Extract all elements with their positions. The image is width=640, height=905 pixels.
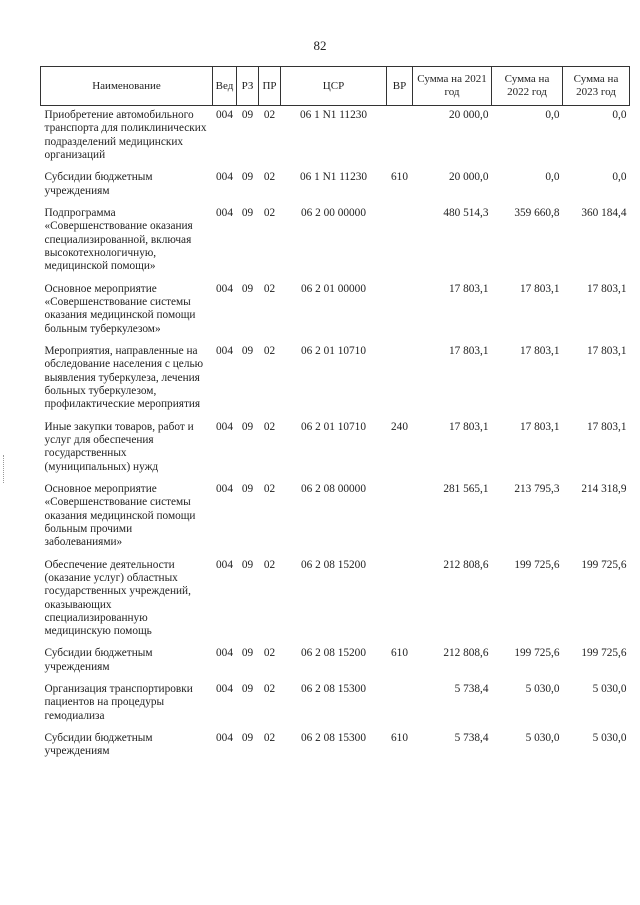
- cell-csr: 06 2 01 10710: [301, 344, 366, 357]
- cell-pr: 02: [263, 344, 276, 357]
- cell-sum-2023: 17 803,1: [586, 420, 627, 433]
- cell-pr: 02: [263, 683, 276, 696]
- cell-sum-2021: 17 803,1: [448, 344, 489, 357]
- cell-ved: 004: [216, 344, 233, 357]
- cell-vr: [387, 680, 413, 729]
- cell-name: Основное мероприятие «Совершенствование системы оказания медицинской помощи больным туберкулезом»: [44, 282, 196, 335]
- cell-csr: 06 2 01 00000: [301, 282, 366, 295]
- cell-sum-2022: 0,0: [545, 109, 560, 121]
- cell-rz: 09: [241, 420, 254, 433]
- cell-vr: 610: [391, 647, 408, 660]
- cell-sum-2023: 199 725,6: [581, 647, 627, 660]
- cell-name: Приобретение автомобильного транспорта для поликлинических подразделений медицинских организаций: [44, 109, 207, 161]
- cell-sum-2022: 199 725,6: [514, 647, 560, 660]
- cell-sum-2022: 213 795,3: [514, 482, 560, 495]
- cell-csr: 06 2 08 00000: [301, 482, 366, 495]
- cell-sum-2021: 20 000,0: [448, 171, 489, 184]
- scan-edge-mark: [3, 455, 6, 483]
- header-ved: Вед: [213, 67, 237, 106]
- cell-csr: 06 2 08 15300: [301, 732, 366, 745]
- table-row: [41, 680, 630, 729]
- cell-pr: 02: [263, 558, 276, 571]
- table-row: [41, 644, 630, 680]
- cell-csr: 06 2 01 10710: [301, 420, 366, 433]
- cell-vr: [387, 106, 413, 169]
- cell-pr: 02: [263, 647, 276, 660]
- header-sum-2021: Сумма на 2021 год: [413, 67, 492, 106]
- cell-ved: 004: [216, 732, 233, 745]
- cell-sum-2022: 17 803,1: [519, 344, 560, 357]
- cell-sum-2022: 5 030,0: [525, 732, 560, 745]
- cell-sum-2023: 0,0: [612, 109, 627, 121]
- cell-sum-2023: 199 725,6: [581, 558, 627, 571]
- cell-vr: 610: [391, 171, 408, 184]
- budget-table: [40, 66, 630, 765]
- cell-sum-2021: 212 808,6: [443, 558, 489, 571]
- cell-rz: 09: [241, 109, 254, 121]
- cell-rz: 09: [241, 171, 254, 184]
- cell-sum-2022: 0,0: [545, 171, 560, 184]
- cell-ved: 004: [216, 647, 233, 660]
- cell-csr: 06 2 08 15200: [301, 647, 366, 660]
- cell-rz: 09: [241, 206, 254, 219]
- cell-ved: 004: [216, 109, 233, 121]
- cell-name: Подпрограмма «Совершенствование оказания специализированной, включая высокотехнологичную, медицинской помощи»: [44, 206, 193, 273]
- cell-sum-2023: 17 803,1: [586, 344, 627, 357]
- cell-sum-2021: 5 738,4: [454, 683, 489, 696]
- cell-sum-2021: 212 808,6: [443, 647, 489, 660]
- cell-sum-2023: 0,0: [612, 171, 627, 184]
- cell-vr: [387, 556, 413, 645]
- cell-sum-2022: 359 660,8: [514, 206, 560, 219]
- cell-sum-2023: 17 803,1: [586, 282, 627, 295]
- cell-sum-2023: 5 030,0: [592, 732, 627, 745]
- cell-sum-2023: 360 184,4: [581, 206, 627, 219]
- cell-ved: 004: [216, 420, 233, 433]
- cell-name: Основное мероприятие «Совершенствование системы оказания медицинской помощи больным прочими заболеваниями»: [44, 482, 196, 549]
- header-pr: ПР: [259, 67, 281, 106]
- header-vr: ВР: [387, 67, 413, 106]
- cell-csr: 06 1 N1 11230: [299, 171, 368, 184]
- cell-sum-2021: 480 514,3: [443, 206, 489, 219]
- cell-name: Субсидии бюджетным учреждениям: [44, 647, 153, 673]
- cell-name: Мероприятия, направленные на обследование населения с целью выявления туберкулеза, лечения больных туберкулезом, профилактические мероприятия: [44, 344, 204, 411]
- cell-sum-2022: 199 725,6: [514, 558, 560, 571]
- table-header-row: [41, 67, 630, 106]
- table-row: [41, 106, 630, 169]
- cell-sum-2022: 17 803,1: [519, 282, 560, 295]
- cell-vr: [387, 342, 413, 418]
- cell-pr: 02: [263, 732, 276, 745]
- cell-csr: 06 2 08 15300: [301, 683, 366, 696]
- cell-rz: 09: [241, 647, 254, 660]
- cell-pr: 02: [263, 206, 276, 219]
- table-row: [41, 418, 630, 480]
- cell-sum-2021: 17 803,1: [448, 420, 489, 433]
- cell-ved: 004: [216, 206, 233, 219]
- cell-name: Обеспечение деятельности (оказание услуг) областных государственных учреждений, оказывающих специализированную медицинскую помощь: [44, 558, 191, 638]
- cell-sum-2021: 5 738,4: [454, 732, 489, 745]
- cell-sum-2021: 20 000,0: [448, 109, 489, 121]
- cell-sum-2022: 17 803,1: [519, 420, 560, 433]
- cell-sum-2023: 214 318,9: [581, 482, 627, 495]
- cell-name: Организация транспортировки пациентов на процедуры гемодиализа: [44, 683, 193, 722]
- cell-vr: [387, 480, 413, 556]
- cell-ved: 004: [216, 482, 233, 495]
- cell-rz: 09: [241, 732, 254, 745]
- cell-name: Субсидии бюджетным учреждениям: [44, 171, 153, 197]
- cell-name: Субсидии бюджетным учреждениям: [44, 732, 153, 758]
- cell-pr: 02: [263, 482, 276, 495]
- cell-csr: 06 2 00 00000: [301, 206, 366, 219]
- header-name: Наименование: [41, 67, 213, 106]
- cell-csr: 06 2 08 15200: [301, 558, 366, 571]
- cell-csr: 06 1 N1 11230: [299, 109, 368, 121]
- cell-vr: [387, 204, 413, 280]
- table-row: [41, 729, 630, 765]
- header-sum-2023: Сумма на 2023 год: [563, 67, 630, 106]
- cell-sum-2023: 5 030,0: [592, 683, 627, 696]
- cell-pr: 02: [263, 282, 276, 295]
- table-row: [41, 204, 630, 280]
- cell-name: Иные закупки товаров, работ и услуг для обеспечения государственных (муниципальных) нужд: [44, 420, 194, 473]
- header-csr: ЦСР: [281, 67, 387, 106]
- cell-rz: 09: [241, 558, 254, 571]
- table-row: [41, 168, 630, 204]
- cell-pr: 02: [263, 171, 276, 184]
- cell-vr: [387, 280, 413, 342]
- table-row: [41, 280, 630, 342]
- cell-ved: 004: [216, 282, 233, 295]
- cell-rz: 09: [241, 344, 254, 357]
- cell-sum-2022: 5 030,0: [525, 683, 560, 696]
- table-row: [41, 556, 630, 645]
- cell-vr: 240: [391, 420, 408, 433]
- cell-pr: 02: [263, 420, 276, 433]
- header-rz: РЗ: [237, 67, 259, 106]
- cell-ved: 004: [216, 683, 233, 696]
- cell-ved: 004: [216, 558, 233, 571]
- cell-ved: 004: [216, 171, 233, 184]
- cell-pr: 02: [263, 109, 276, 121]
- cell-vr: 610: [391, 732, 408, 745]
- cell-sum-2021: 281 565,1: [443, 482, 489, 495]
- table-row: [41, 342, 630, 418]
- cell-rz: 09: [241, 683, 254, 696]
- header-sum-2022: Сумма на 2022 год: [492, 67, 563, 106]
- page-number: 82: [313, 38, 327, 53]
- cell-rz: 09: [241, 282, 254, 295]
- cell-sum-2021: 17 803,1: [448, 282, 489, 295]
- table-row: [41, 480, 630, 556]
- cell-rz: 09: [241, 482, 254, 495]
